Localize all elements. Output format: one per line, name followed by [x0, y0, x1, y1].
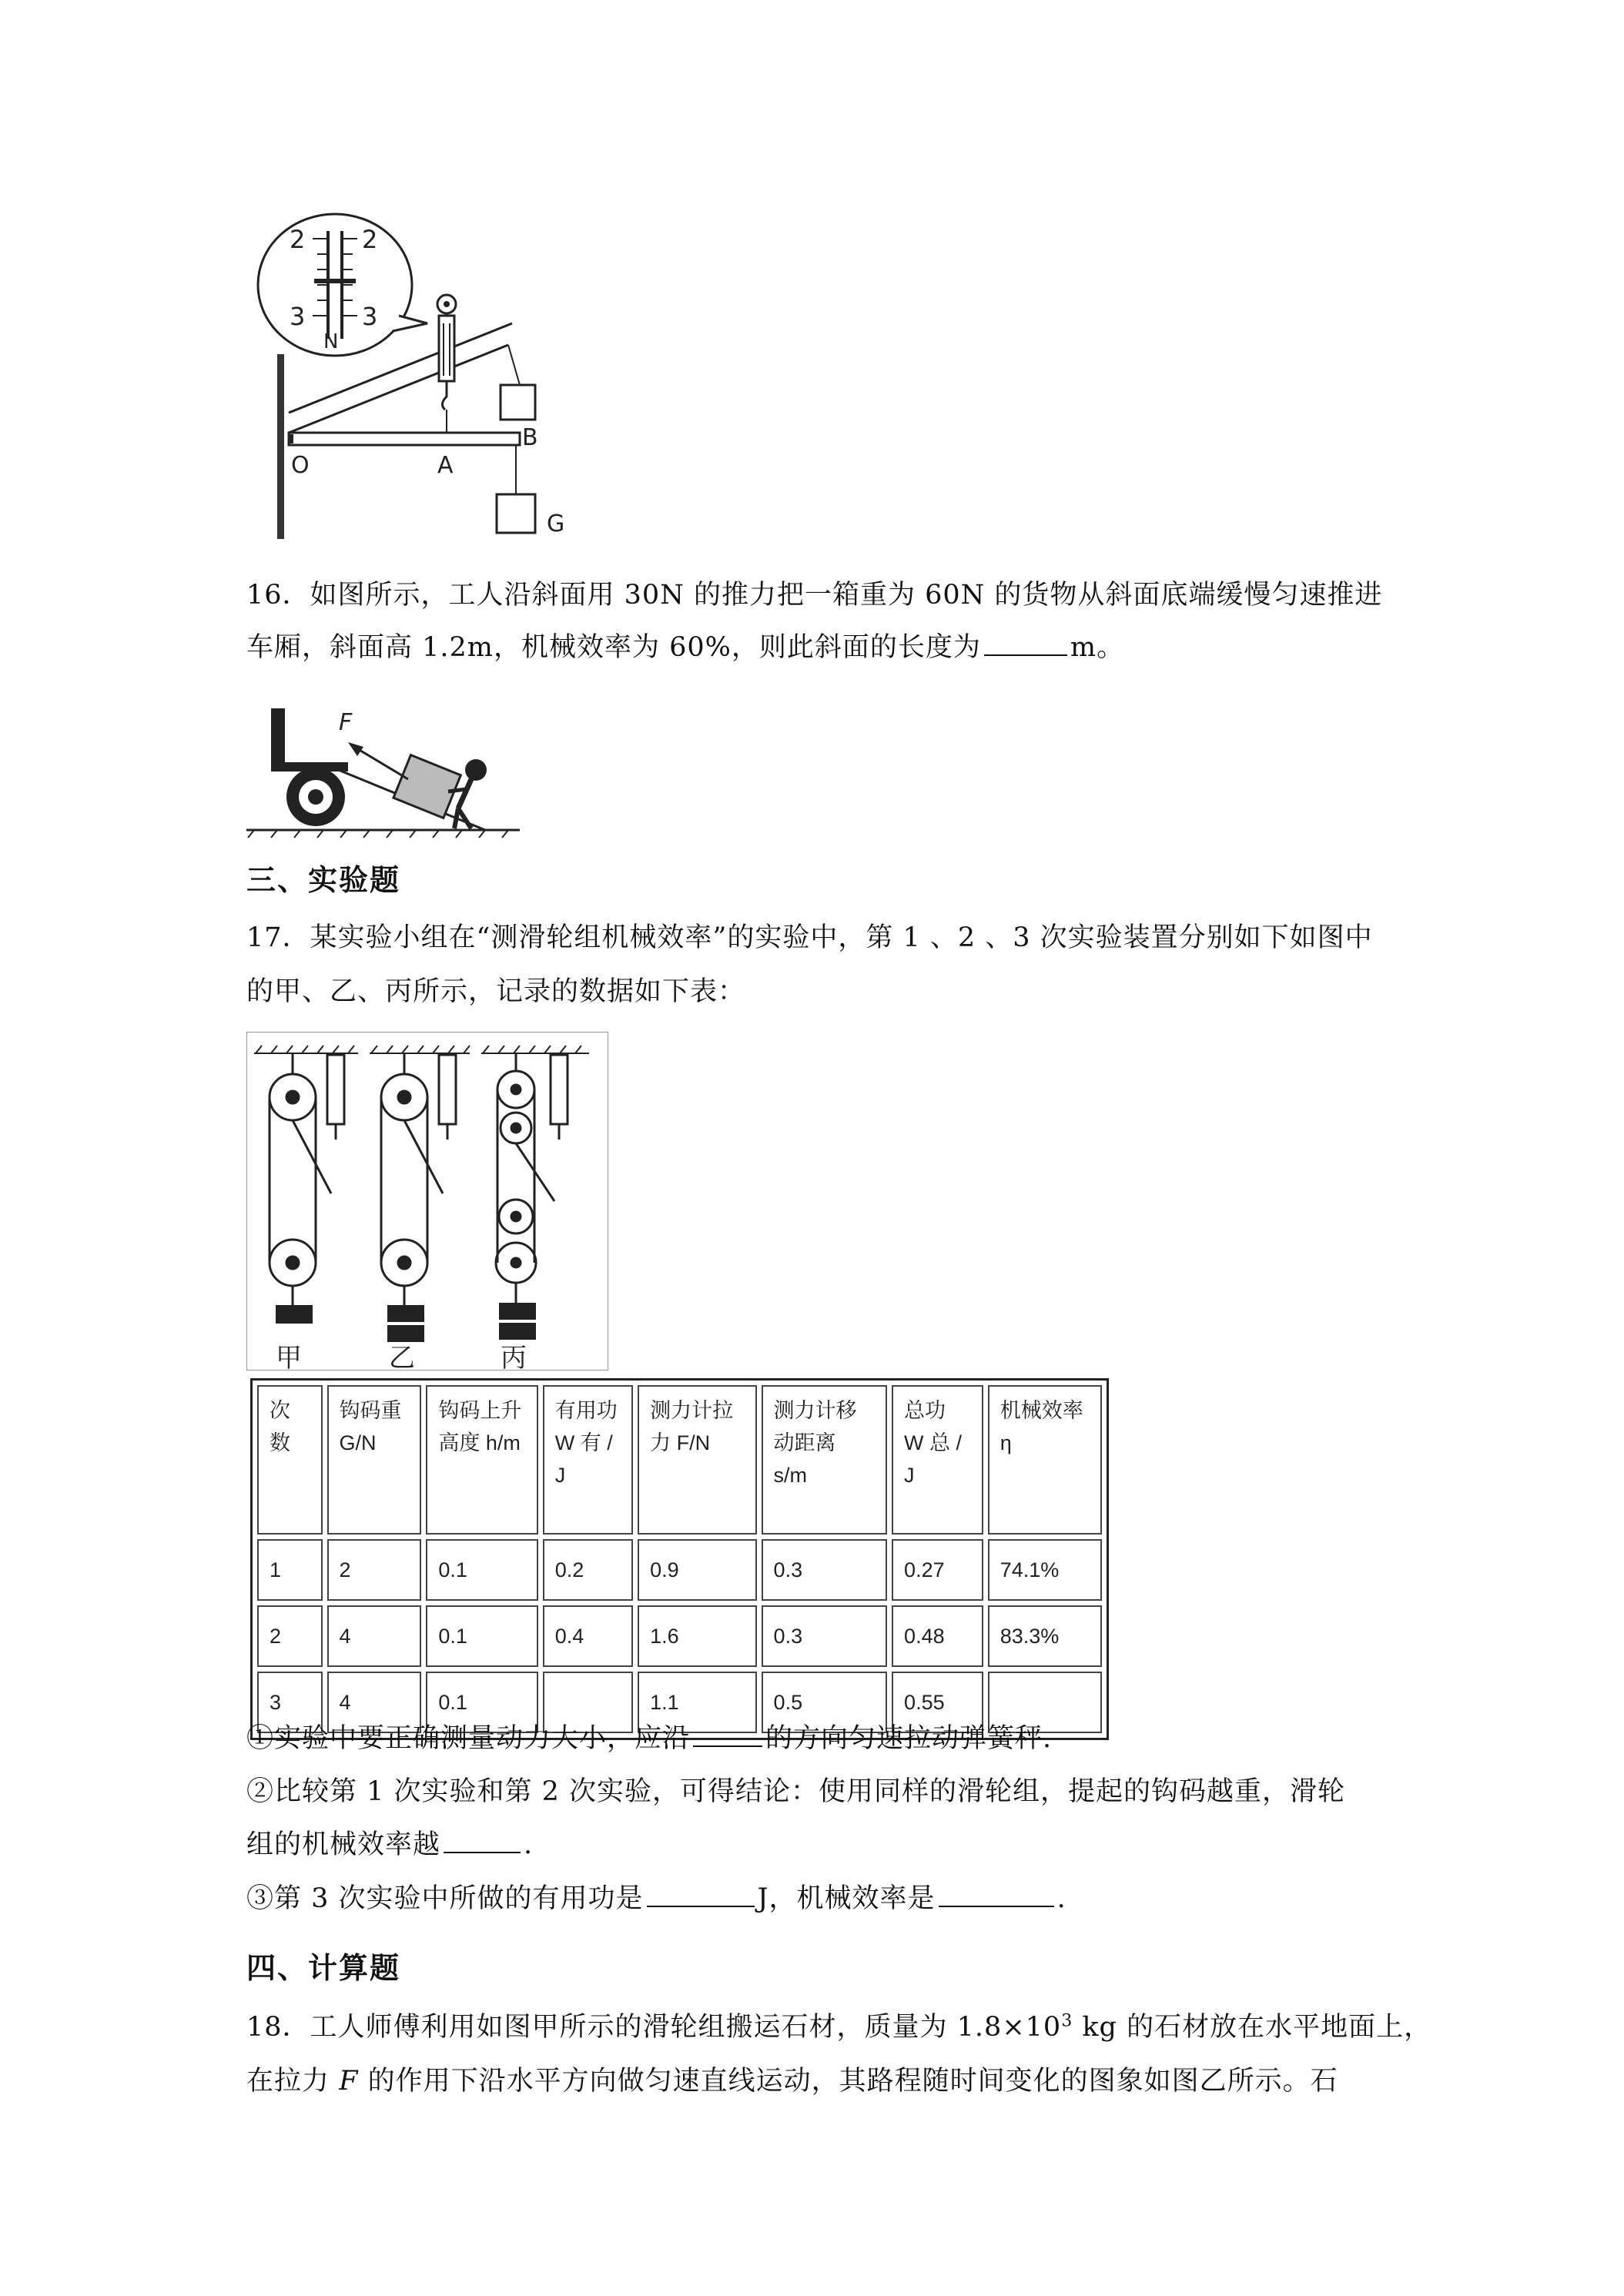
table-cell: 3 — [257, 1672, 323, 1733]
table-header-cell — [892, 1385, 983, 1535]
header-text: 动距离 s/m — [773, 1431, 836, 1487]
q17-sub2-line1: ②比较第 1 次实验和第 2 次实验，可得结论：使用同样的滑轮组，提起的钩码越重，滑轮 — [246, 1776, 1346, 1807]
scale-label-3-left: 3 — [290, 302, 306, 331]
q17-sub3-blank-1[interactable] — [647, 1878, 755, 1907]
header-text: 总功 — [904, 1399, 946, 1422]
experiment-data-table — [250, 1378, 1109, 1740]
q16-answer-blank[interactable] — [984, 627, 1067, 656]
header-text: η — [1000, 1431, 1012, 1454]
table-header-cell — [638, 1385, 756, 1535]
header-text: 有用功 — [554, 1399, 618, 1422]
table-row — [257, 1539, 1102, 1601]
table-cell: 1.1 — [638, 1672, 756, 1733]
table-cell: 2 — [327, 1539, 422, 1601]
label-A: A — [437, 452, 454, 479]
scale-label-2-left: 2 — [290, 225, 306, 254]
table-cell: 0.9 — [638, 1539, 756, 1601]
table-cell: 4 — [327, 1605, 422, 1667]
table-header-cell — [988, 1385, 1102, 1535]
section-3-title: 三、实验题 — [246, 863, 401, 897]
q17-sub1-text-a: ①实验中要正确测量动力大小，应沿 — [246, 1723, 691, 1754]
table-cell: 74.1% — [988, 1539, 1102, 1601]
header-text: 力 F/N — [650, 1431, 711, 1454]
header-text: 钩码重 — [339, 1399, 402, 1422]
table-header-cell — [543, 1385, 633, 1535]
header-text: J — [554, 1464, 566, 1487]
table-cell: 0.55 — [892, 1672, 983, 1733]
table-cell: 0.1 — [426, 1605, 537, 1667]
table-cell: 1 — [257, 1539, 323, 1601]
table-cell: 0.3 — [762, 1539, 888, 1601]
table-header-cell — [426, 1385, 537, 1535]
q18-line2-text-a: 在拉力 — [246, 2066, 340, 2097]
table-header-row — [257, 1385, 1102, 1535]
table-cell: 0.4 — [543, 1605, 633, 1667]
table-row — [257, 1605, 1102, 1667]
q18-line1 — [246, 2002, 1431, 2053]
scale-label-3-right: 3 — [362, 302, 378, 331]
table-cell: 0.1 — [426, 1539, 537, 1601]
q17-sub3-text-c: . — [1056, 1883, 1066, 1914]
q16-line2-text-b: m。 — [1070, 632, 1125, 663]
table-cell: 0.5 — [762, 1672, 888, 1733]
table-cell: 0.3 — [762, 1605, 888, 1667]
q17-sub2-text-b: . — [524, 1829, 534, 1860]
q18-force-symbol: F — [339, 2066, 359, 2097]
table-header-cell — [327, 1385, 422, 1535]
header-text: G/N — [339, 1431, 377, 1454]
q18-line1-text-b: kg 的石材放在水平地面上， — [1073, 2012, 1432, 2043]
header-text: 数 — [270, 1431, 290, 1454]
header-text: 机械效率 — [1000, 1399, 1083, 1422]
label-G: G — [547, 510, 565, 537]
table-cell: 2 — [257, 1605, 323, 1667]
scale-unit-label: N — [323, 330, 339, 353]
q17-sub3 — [246, 1873, 1066, 1925]
q16-line2-text-a: 车厢，斜面高 1.2m，机械效率为 60%，则此斜面的长度为 — [246, 632, 981, 663]
q17-sub3-blank-2[interactable] — [939, 1878, 1054, 1907]
header-text: W 有 / — [554, 1431, 613, 1454]
table-cell: 1.6 — [638, 1605, 756, 1667]
q16-line2 — [246, 622, 1124, 674]
header-text: W 总 / J — [904, 1431, 963, 1487]
incline-truck-figure — [246, 693, 524, 839]
pulley-systems-figure — [246, 1032, 608, 1371]
header-text: 次 — [270, 1399, 290, 1422]
force-label-F: F — [339, 709, 353, 736]
section-4-title: 四、计算题 — [246, 1951, 401, 1985]
figure-label-yi: 乙 — [389, 1343, 415, 1371]
q18-line1-text-a: 18．工人师傅利用如图甲所示的滑轮组搬运石材，质量为 1.8×10 — [246, 2012, 1062, 2043]
q18-exponent: 3 — [1061, 2011, 1073, 2031]
header-text: 钩码上升 — [438, 1399, 522, 1422]
lever-spring-scale-figure — [246, 208, 601, 547]
header-text: 高度 h/m — [438, 1431, 521, 1454]
label-B: B — [522, 424, 538, 451]
figure-label-bing: 丙 — [501, 1343, 527, 1371]
table-cell: 0.48 — [892, 1605, 983, 1667]
table-header-cell — [762, 1385, 888, 1535]
table-header-cell — [257, 1385, 323, 1535]
table-cell: 4 — [327, 1672, 422, 1733]
q16-line1: 16．如图所示，工人沿斜面用 30N 的推力把一箱重为 60N 的货物从斜面底端缓慢匀速推进 — [246, 580, 1383, 611]
q17-sub2-text-a: 组的机械效率越 — [246, 1829, 441, 1860]
table-cell: 0.1 — [426, 1672, 537, 1733]
q18-line2-text-b: 的作用下沿水平方向做匀速直线运动，其路程随时间变化的图象如图乙所示。石 — [358, 2066, 1338, 2097]
header-text: 测力计移 — [773, 1399, 857, 1422]
q17-sub3-text-a: ③第 3 次实验中所做的有用功是 — [246, 1883, 644, 1914]
q17-sub2-line2 — [246, 1819, 533, 1871]
q18-line2 — [246, 2056, 1338, 2107]
q17-line2: 的甲、乙、丙所示，记录的数据如下表： — [246, 976, 746, 1007]
q17-sub1 — [246, 1713, 1052, 1765]
figure-label-jia: 甲 — [276, 1343, 302, 1371]
label-O: O — [291, 452, 310, 479]
table-cell: 0.27 — [892, 1539, 983, 1601]
header-text: 测力计拉 — [650, 1399, 734, 1422]
table-cell: 0.2 — [543, 1539, 633, 1601]
q17-sub3-text-b: J，机械效率是 — [757, 1883, 936, 1914]
q17-sub1-blank[interactable] — [693, 1718, 762, 1747]
q17-sub1-text-b: 的方向匀速拉动弹簧秤. — [765, 1723, 1053, 1754]
scale-label-2-right: 2 — [362, 225, 378, 254]
q17-sub2-blank[interactable] — [444, 1824, 521, 1853]
q17-line1: 17．某实验小组在“测滑轮组机械效率”的实验中，第 1 、2 、3 次实验装置分别如下如图中 — [246, 922, 1373, 953]
table-cell: 83.3% — [988, 1605, 1102, 1667]
